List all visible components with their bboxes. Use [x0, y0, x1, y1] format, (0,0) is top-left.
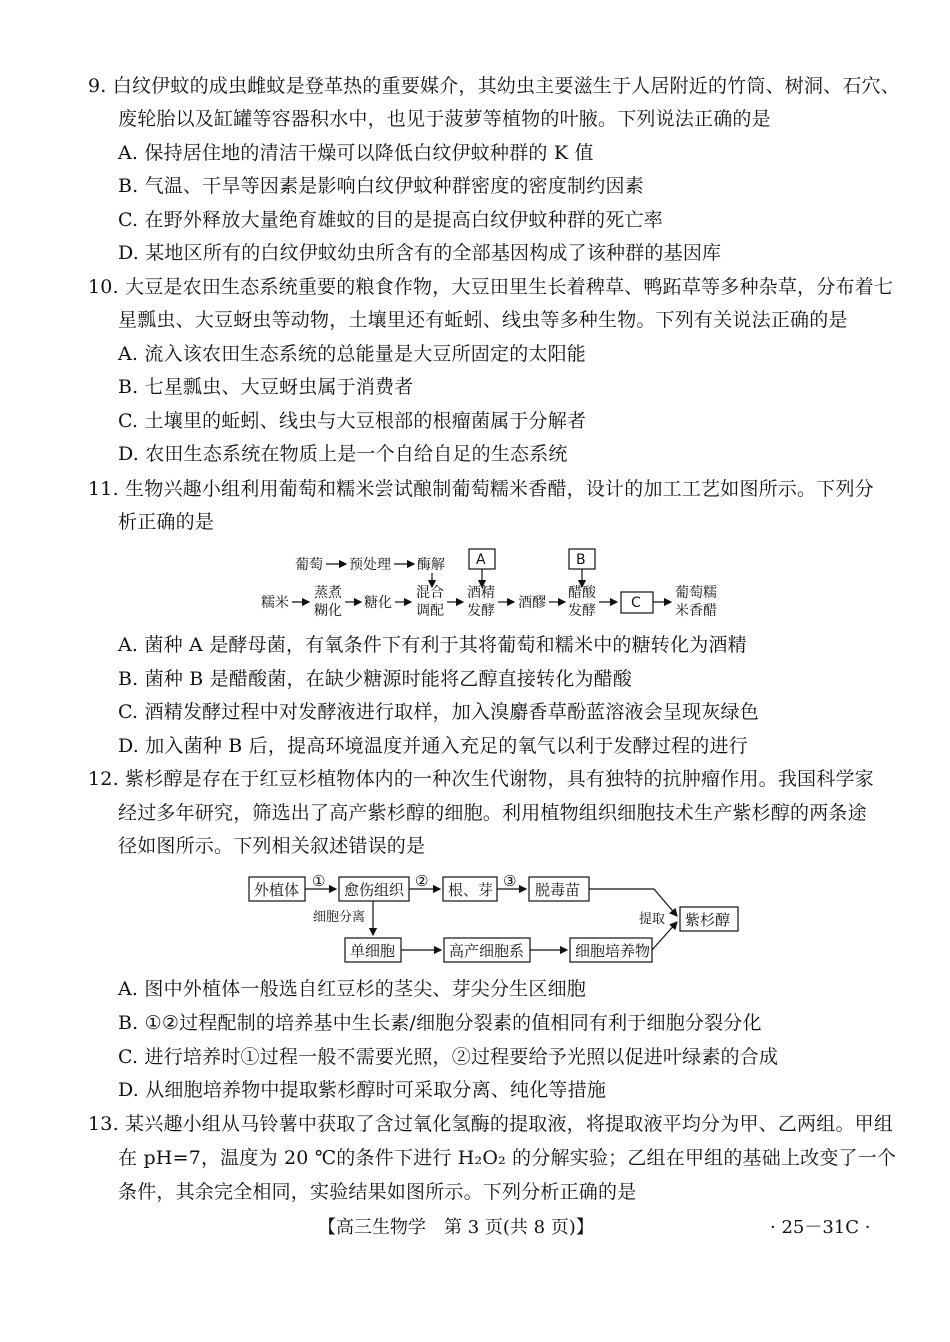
q11-enzymolysis: 酶解	[417, 557, 445, 573]
q10-stem-line2: 星瓢虫、大豆蚜虫等动物，土壤里还有蚯蚓、线虫等多种生物。下列有关说法正确的是	[118, 309, 848, 331]
page-footer-code: · 25－31C ·	[770, 1217, 871, 1238]
q11-option-a: A. 菌种 A 是酵母菌，有氧条件下有利于其将葡萄和糯米中的糖转化为酒精	[118, 634, 747, 656]
q11-box-c-label: C	[631, 595, 641, 611]
q10-option-a: A. 流入该农田生态系统的总能量是大豆所固定的太阳能	[118, 343, 587, 365]
q9-option-b: B. 气温、干旱等因素是影响白纹伊蚊种群密度的密度制约因素	[118, 175, 644, 197]
q12-root-bud: 根、芽	[448, 881, 494, 899]
q12-step3: ③	[503, 872, 517, 890]
q11-rice: 糯米	[261, 595, 289, 611]
q11-option-c: C. 酒精发酵过程中对发酵液进行取样，加入溴麝香草酚蓝溶液会呈现灰绿色	[118, 701, 759, 723]
q12-single-cell: 单细胞	[350, 942, 396, 960]
q12-option-d: D. 从细胞培养物中提取紫杉醇时可采取分离、纯化等措施	[118, 1079, 607, 1101]
q12-stem-line2: 经过多年研究，筛选出了高产紫杉醇的细胞。利用植物组织细胞技术生产紫杉醇的两条途	[118, 802, 867, 824]
q11-option-b: B. 菌种 B 是醋酸菌，在缺少糖源时能将乙醇直接转化为醋酸	[118, 668, 633, 690]
q13-stem-line3: 条件，其余完全相同，实验结果如图所示。下列分析正确的是	[118, 1181, 637, 1203]
q12-pathway-diagram	[249, 872, 738, 962]
q11-product-line2: 米香醋	[675, 603, 717, 619]
q11-steam-line2: 糊化	[314, 603, 342, 619]
q11-alc-line1: 酒精	[467, 585, 495, 601]
q11-pretreat: 预处理	[349, 557, 391, 573]
q12-virus-free: 脱毒苗	[535, 881, 581, 899]
q9-option-d: D. 某地区所有的白纹伊蚊幼虫所含有的全部基因构成了该种群的基因库	[118, 242, 722, 264]
page-footer-title: 【高三生物学 第 3 页(共 8 页)】	[318, 1217, 594, 1238]
q12-taxol: 紫杉醇	[685, 911, 731, 929]
q12-culture: 细胞培养物	[575, 942, 651, 960]
q13-stem-line2: 在 pH=7，温度为 20 ℃的条件下进行 H₂O₂ 的分解实验；乙组在甲组的基础上改变了一个	[118, 1147, 897, 1169]
q11-steam-line1: 蒸煮	[314, 585, 342, 601]
q11-box-b-label: B	[576, 552, 586, 568]
q11-mix-line2: 调配	[416, 603, 444, 619]
q11-alc-line2: 发酵	[467, 603, 495, 619]
q10-stem-line1: 10. 大豆是农田生态系统重要的粮食作物，大豆田里生长着稗草、鸭跖草等多种杂草，分布着七	[88, 276, 894, 298]
q10-option-b: B. 七星瓢虫、大豆蚜虫属于消费者	[118, 376, 414, 398]
q10-option-c: C. 土壤里的蚯蚓、线虫与大豆根部的根瘤菌属于分解者	[118, 410, 587, 432]
q12-extract: 提取	[639, 912, 666, 927]
q9-stem-line2: 废轮胎以及缸罐等容器积水中，也见于菠萝等植物的叶腋。下列说法正确的是	[118, 108, 771, 130]
q12-option-a: A. 图中外植体一般选自红豆杉的茎尖、芽尖分生区细胞	[118, 978, 587, 1000]
q11-product-line1: 葡萄糯	[675, 585, 717, 601]
q11-stem-line1: 11. 生物兴趣小组利用葡萄和糯米尝试酿制葡萄糯米香醋，设计的加工工艺如图所示。下列分	[88, 478, 874, 500]
q9-option-a: A. 保持居住地的清洁干燥可以降低白纹伊蚊种群的 K 值	[118, 142, 594, 164]
q12-step1: ①	[312, 872, 326, 890]
q11-box-a-label: A	[476, 552, 486, 568]
q12-high-line: 高产细胞系	[449, 942, 525, 960]
q11-acetic-line2: 发酵	[568, 603, 596, 619]
q12-step2: ②	[415, 872, 429, 890]
q12-callus: 愈伤组织	[344, 881, 405, 899]
q12-stem-line1: 12. 紫杉醇是存在于红豆杉植物体内的一种次生代谢物，具有独特的抗肿瘤作用。我国科学家	[88, 768, 874, 790]
q10-option-d: D. 农田生态系统在物质上是一个自给自足的生态系统	[118, 443, 568, 465]
q11-option-d: D. 加入菌种 B 后，提高环境温度并通入充足的氧气以利于发酵过程的进行	[118, 735, 748, 757]
q9-stem-line1: 9. 白纹伊蚊的成虫雌蚊是登革热的重要媒介，其幼虫主要滋生于人居附近的竹筒、树洞、石穴、	[88, 75, 900, 97]
q11-grape: 葡萄	[295, 557, 323, 573]
q12-option-b: B. ①②过程配制的培养基中生长素/细胞分裂素的值相同有利于细胞分裂分化	[118, 1012, 762, 1034]
q12-cell-separation: 细胞分离	[313, 910, 366, 925]
q11-acetic-line1: 醋酸	[568, 585, 596, 601]
q11-mix-line1: 混合	[416, 585, 444, 601]
q9-option-c: C. 在野外释放大量绝育雄蚊的目的是提高白纹伊蚊种群的死亡率	[118, 209, 663, 231]
q11-saccharify: 糖化	[364, 595, 392, 611]
q11-stem-line2: 析正确的是	[118, 511, 215, 533]
q11-wine-mash: 酒醪	[518, 595, 546, 611]
q12-option-c: C. 进行培养时①过程一般不需要光照，②过程要给予光照以促进叶绿素的合成	[118, 1046, 779, 1068]
q11-process-diagram	[261, 549, 717, 619]
q12-explant: 外植体	[254, 881, 300, 899]
q12-stem-line3: 径如图所示。下列相关叙述错误的是	[118, 835, 426, 857]
q13-stem-line1: 13. 某兴趣小组从马铃薯中获取了含过氧化氢酶的提取液，将提取液平均分为甲、乙两组。甲组	[88, 1113, 894, 1135]
